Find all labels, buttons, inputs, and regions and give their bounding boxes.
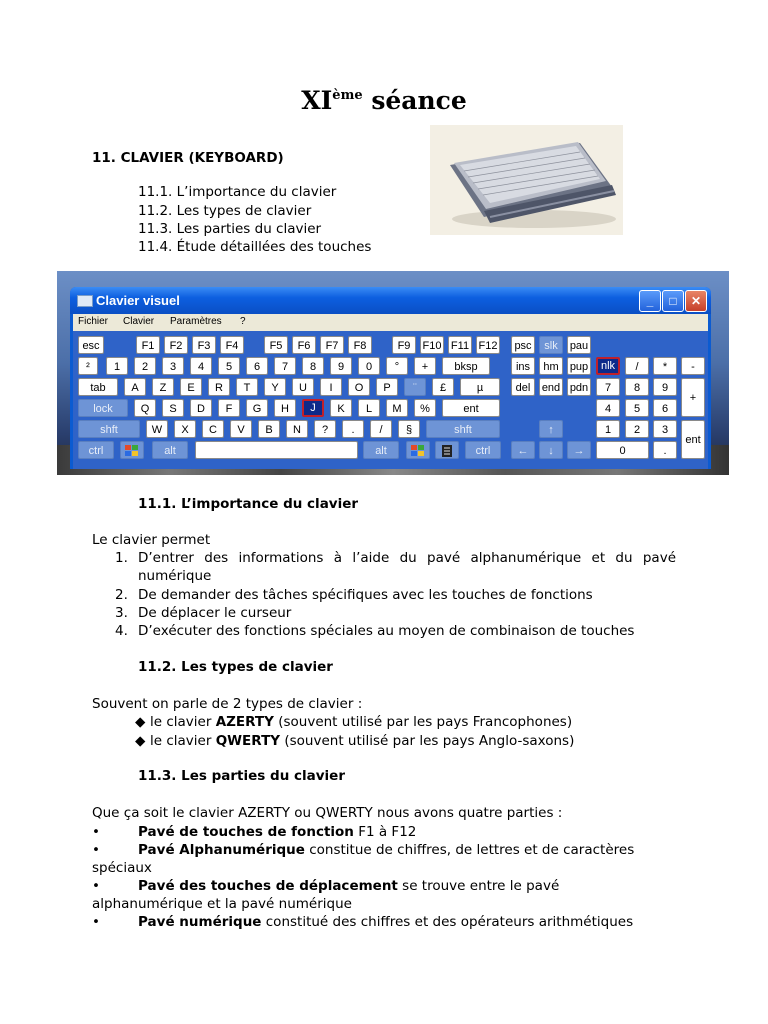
- key-5[interactable]: 5: [625, 399, 649, 417]
- key-alt[interactable]: alt: [152, 441, 188, 459]
- key-X[interactable]: X: [174, 420, 196, 438]
- key-6[interactable]: 6: [246, 357, 268, 375]
- key-F4[interactable]: F4: [220, 336, 244, 354]
- list-item: Pavé des touches de déplacement se trouve entre le pavé: [138, 878, 560, 894]
- list-item: le clavier QWERTY (souvent utilisé par les pays Anglo-saxons): [150, 733, 575, 749]
- key-E[interactable]: E: [180, 378, 202, 396]
- list-number: 3.: [115, 605, 128, 621]
- key-F6[interactable]: F6: [292, 336, 316, 354]
- key-7[interactable]: 7: [274, 357, 296, 375]
- key-del[interactable]: del: [511, 378, 535, 396]
- list-number: 4.: [115, 623, 128, 639]
- menu-key-icon[interactable]: [435, 441, 459, 459]
- key-lock[interactable]: lock: [78, 399, 128, 417]
- key-8[interactable]: 8: [625, 378, 649, 396]
- key-pau[interactable]: pau: [567, 336, 591, 354]
- key-2[interactable]: 2: [625, 420, 649, 438]
- key-2[interactable]: 2: [134, 357, 156, 375]
- menu-clavier[interactable]: Clavier: [123, 316, 155, 327]
- windows-key-icon[interactable]: [120, 441, 144, 459]
- key-ctrl[interactable]: ctrl: [465, 441, 501, 459]
- toc-item: 11.4. Étude détaillées des touches: [138, 239, 372, 255]
- section-intro: Souvent on parle de 2 types de clavier :: [92, 696, 363, 712]
- key-F11[interactable]: F11: [448, 336, 472, 354]
- key-Y[interactable]: Y: [264, 378, 286, 396]
- key-F[interactable]: F: [218, 399, 240, 417]
- key-6[interactable]: 6: [653, 399, 677, 417]
- section-heading: 11.1. L’importance du clavier: [138, 496, 359, 512]
- key-F8[interactable]: F8: [348, 336, 372, 354]
- key-Q[interactable]: Q: [134, 399, 156, 417]
- key-G[interactable]: G: [246, 399, 268, 417]
- list-item: De demander des tâches spécifiques avec les touches de fonctions: [138, 587, 593, 603]
- list-item-continuation: spéciaux: [92, 860, 152, 876]
- keyboard-photo: [430, 125, 623, 235]
- key-L[interactable]: L: [358, 399, 380, 417]
- key-shft[interactable]: shft: [78, 420, 140, 438]
- key-slk[interactable]: slk: [539, 336, 563, 354]
- key-end[interactable]: end: [539, 378, 563, 396]
- menu-parametres[interactable]: Paramètres: [170, 316, 222, 327]
- key-4[interactable]: 4: [596, 399, 620, 417]
- minimize-button[interactable]: _: [639, 290, 661, 312]
- key-pup[interactable]: pup: [567, 357, 591, 375]
- page-title: XIème séance: [301, 86, 467, 115]
- list-item: Pavé de touches de fonction F1 à F12: [138, 824, 417, 840]
- key-space[interactable]: [195, 441, 358, 459]
- key-F12[interactable]: F12: [476, 336, 500, 354]
- key-pdn[interactable]: pdn: [567, 378, 591, 396]
- key-O[interactable]: O: [348, 378, 370, 396]
- key-5[interactable]: 5: [218, 357, 240, 375]
- list-item: De déplacer le curseur: [138, 605, 292, 621]
- bullet-icon: ◆: [135, 733, 146, 749]
- list-item: D’entrer des informations à l’aide du pavé alphanumérique et du pavé: [138, 550, 676, 566]
- key-F2[interactable]: F2: [164, 336, 188, 354]
- key-ent[interactable]: ent: [681, 420, 705, 459]
- bullet-icon: •: [92, 914, 100, 930]
- key-8[interactable]: 8: [302, 357, 324, 375]
- on-screen-keyboard-screenshot: [57, 271, 729, 475]
- section-intro: Le clavier permet: [92, 532, 211, 548]
- key-9[interactable]: 9: [653, 378, 677, 396]
- key-£[interactable]: £: [432, 378, 454, 396]
- list-item: Pavé numérique constitué des chiffres et des opérateurs arithmétiques: [138, 914, 634, 930]
- key-Z[interactable]: Z: [152, 378, 174, 396]
- bullet-icon: •: [92, 842, 100, 858]
- chapter-heading: 11. CLAVIER (KEYBOARD): [92, 150, 284, 166]
- key-V[interactable]: V: [230, 420, 252, 438]
- key-F5[interactable]: F5: [264, 336, 288, 354]
- toc-item: 11.1. L’importance du clavier: [138, 184, 337, 200]
- list-number: 1.: [115, 550, 128, 566]
- key-I[interactable]: I: [320, 378, 342, 396]
- key-P[interactable]: P: [376, 378, 398, 396]
- section-heading: 11.2. Les types de clavier: [138, 659, 333, 675]
- key-/[interactable]: /: [370, 420, 392, 438]
- key-H[interactable]: H: [274, 399, 296, 417]
- key-3[interactable]: 3: [162, 357, 184, 375]
- key-7[interactable]: 7: [596, 378, 620, 396]
- list-item-continuation: numérique: [138, 568, 212, 584]
- key-A[interactable]: A: [124, 378, 146, 396]
- key-?[interactable]: ?: [314, 420, 336, 438]
- key-U[interactable]: U: [292, 378, 314, 396]
- bullet-icon: •: [92, 878, 100, 894]
- list-number: 2.: [115, 587, 128, 603]
- key-§[interactable]: §: [398, 420, 420, 438]
- key-ent[interactable]: ent: [442, 399, 500, 417]
- key-F3[interactable]: F3: [192, 336, 216, 354]
- key-K[interactable]: K: [330, 399, 352, 417]
- key-ctrl[interactable]: ctrl: [78, 441, 114, 459]
- key-.[interactable]: .: [342, 420, 364, 438]
- key-3[interactable]: 3: [653, 420, 677, 438]
- key-.[interactable]: .: [653, 441, 677, 459]
- key-¨[interactable]: ¨: [404, 378, 426, 396]
- key-B[interactable]: B: [258, 420, 280, 438]
- key-ins[interactable]: ins: [511, 357, 535, 375]
- key-°[interactable]: °: [386, 357, 408, 375]
- list-item: D’exécuter des fonctions spéciales au moyen de combinaison de touches: [138, 623, 635, 639]
- key-%[interactable]: %: [414, 399, 436, 417]
- key-psc[interactable]: psc: [511, 336, 535, 354]
- key-tab[interactable]: tab: [78, 378, 118, 396]
- key-/[interactable]: /: [625, 357, 649, 375]
- key-D[interactable]: D: [190, 399, 212, 417]
- key-bksp[interactable]: bksp: [442, 357, 490, 375]
- keyboard-icon: [77, 295, 93, 307]
- key-J[interactable]: J: [302, 399, 324, 417]
- osk-keyboard: [73, 331, 708, 469]
- key-←[interactable]: ←: [511, 441, 535, 459]
- key-S[interactable]: S: [162, 399, 184, 417]
- key-0[interactable]: 0: [596, 441, 649, 459]
- osk-window-title: Clavier visuel: [96, 293, 180, 308]
- key-1[interactable]: 1: [596, 420, 620, 438]
- key-0[interactable]: 0: [358, 357, 380, 375]
- section-heading: 11.3. Les parties du clavier: [138, 768, 345, 784]
- bullet-icon: •: [92, 824, 100, 840]
- key--[interactable]: -: [681, 357, 705, 375]
- key-esc[interactable]: esc: [78, 336, 104, 354]
- key-↑[interactable]: ↑: [539, 420, 563, 438]
- key-²[interactable]: ²: [78, 357, 98, 375]
- key-N[interactable]: N: [286, 420, 308, 438]
- key-+[interactable]: +: [414, 357, 436, 375]
- key-C[interactable]: C: [202, 420, 224, 438]
- key-nlk[interactable]: nlk: [596, 357, 620, 375]
- close-button[interactable]: ✕: [685, 290, 707, 312]
- toc-item: 11.2. Les types de clavier: [138, 203, 312, 219]
- maximize-button[interactable]: □: [662, 290, 684, 312]
- toc-item: 11.3. Les parties du clavier: [138, 221, 322, 237]
- list-item-continuation: alphanumérique et la pavé numérique: [92, 896, 352, 912]
- key-M[interactable]: M: [386, 399, 408, 417]
- key-alt[interactable]: alt: [363, 441, 399, 459]
- key-W[interactable]: W: [146, 420, 168, 438]
- key-+[interactable]: +: [681, 378, 705, 417]
- osk-menubar: [73, 314, 708, 331]
- key-F1[interactable]: F1: [136, 336, 160, 354]
- key-R[interactable]: R: [208, 378, 230, 396]
- key-9[interactable]: 9: [330, 357, 352, 375]
- key-4[interactable]: 4: [190, 357, 212, 375]
- key-shft[interactable]: shft: [426, 420, 500, 438]
- key-F7[interactable]: F7: [320, 336, 344, 354]
- osk-window: [70, 287, 711, 469]
- menu-fichier[interactable]: Fichier: [78, 316, 109, 327]
- key-hm[interactable]: hm: [539, 357, 563, 375]
- bullet-icon: ◆: [135, 714, 146, 730]
- key-*[interactable]: *: [653, 357, 677, 375]
- menu-help[interactable]: ?: [240, 316, 246, 327]
- key-µ[interactable]: µ: [460, 378, 500, 396]
- key-F9[interactable]: F9: [392, 336, 416, 354]
- windows-key-icon[interactable]: [406, 441, 430, 459]
- section-intro: Que ça soit le clavier AZERTY ou QWERTY nous avons quatre parties :: [92, 805, 563, 821]
- key-F10[interactable]: F10: [420, 336, 444, 354]
- key-T[interactable]: T: [236, 378, 258, 396]
- key-→[interactable]: →: [567, 441, 591, 459]
- key-1[interactable]: 1: [106, 357, 128, 375]
- list-item: le clavier AZERTY (souvent utilisé par les pays Francophones): [150, 714, 573, 730]
- osk-titlebar: [70, 287, 711, 314]
- key-↓[interactable]: ↓: [539, 441, 563, 459]
- list-item: Pavé Alphanumérique constitue de chiffres, de lettres et de caractères: [138, 842, 635, 858]
